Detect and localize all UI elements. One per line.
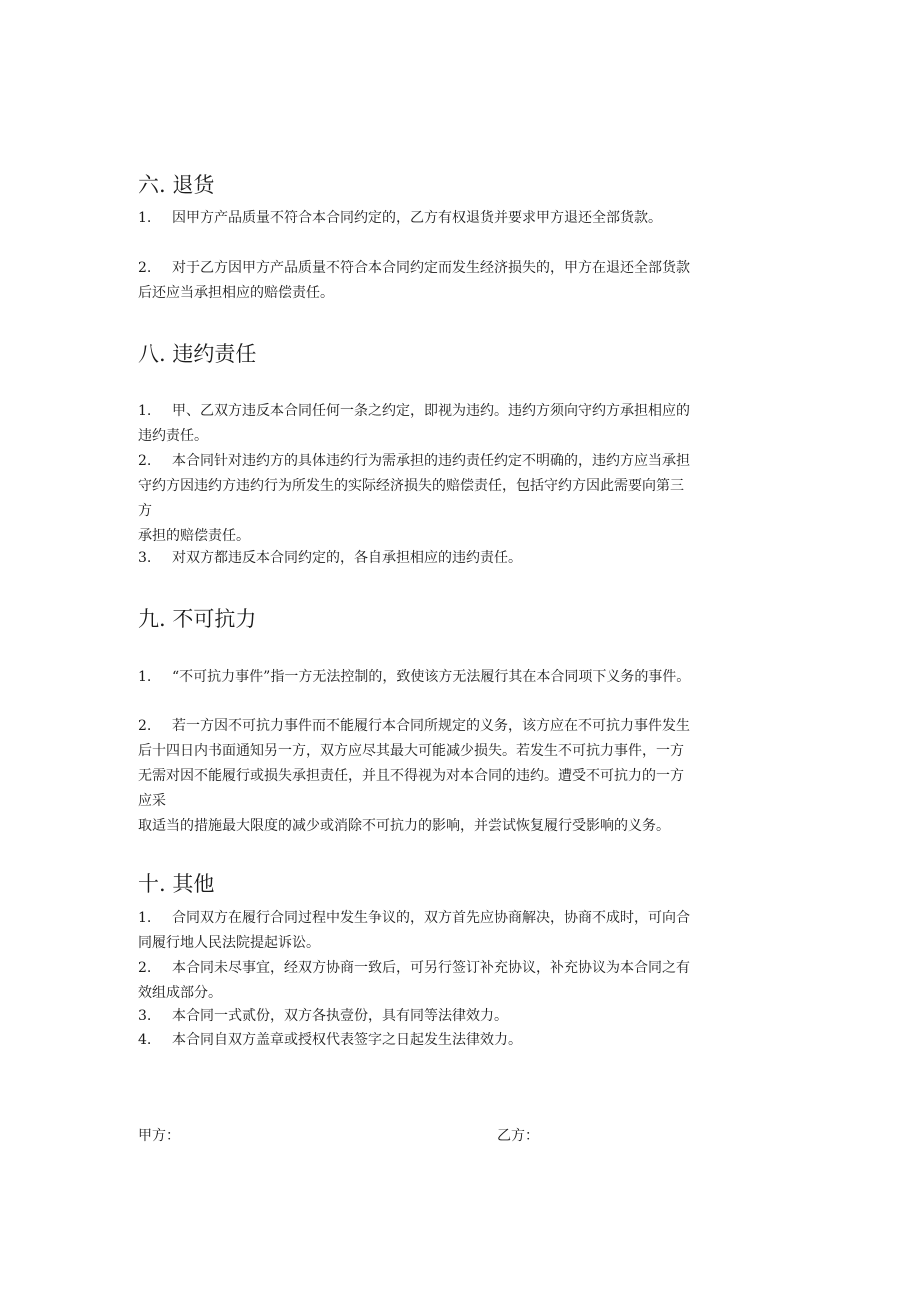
clause-text: “不可抗力事件”指一方无法控制的，致使该方无法履行其在本合同项下义务的事件。 xyxy=(172,669,691,685)
clause-text: 守约方因违约方违约行为所发生的实际经济损失的赔偿责任，包括守约方因此需要向第三 xyxy=(138,478,684,494)
clause-9-2 xyxy=(138,714,788,839)
clause-text: 因甲方产品质量不符合本合同约定的，乙方有权退货并要求甲方退还全部货款。 xyxy=(172,210,662,226)
clause-text: 本合同一式贰份，双方各执壹份，具有同等法律效力。 xyxy=(172,1008,508,1024)
party-a-signature-label: 甲方： xyxy=(138,1128,180,1144)
clause-text: 承担的赔偿责任。 xyxy=(138,528,250,544)
clause-text: 若一方因不可抗力事件而不能履行本合同所规定的义务，该方应在不可抗力事件发生 xyxy=(172,718,690,734)
clause-9-1 xyxy=(138,665,788,690)
section-heading-returns: 六. 退货 xyxy=(138,173,215,197)
clause-text: 本合同未尽事宜，经双方协商一致后，可另行签订补充协议，补充协议为本合同之有 xyxy=(172,960,690,976)
clause-number: 1. xyxy=(138,403,152,419)
section-heading-other: 十. 其他 xyxy=(138,872,215,896)
clause-text: 对双方都违反本合同约定的，各自承担相应的违约责任。 xyxy=(172,550,522,566)
party-b-signature-label: 乙方： xyxy=(497,1128,539,1144)
clause-number: 2. xyxy=(138,960,152,976)
clause-10-3 xyxy=(138,1004,788,1029)
clause-number: 3. xyxy=(138,550,152,566)
clause-text: 无需对因不能履行或损失承担责任，并且不得视为对本合同的违约。遭受不可抗力的一方 xyxy=(138,768,684,784)
section-heading-breach: 八. 违约责任 xyxy=(138,342,257,366)
clause-text: 取适当的措施最大限度的减少或消除不可抗力的影响，并尝试恢复履行受影响的义务。 xyxy=(138,818,670,834)
clause-number: 2. xyxy=(138,260,152,276)
clause-number: 1. xyxy=(138,910,152,926)
clause-text: 合同双方在履行合同过程中发生争议的，双方首先应协商解决，协商不成时，可向合 xyxy=(172,910,690,926)
clause-number: 2. xyxy=(138,718,152,734)
clause-6-1 xyxy=(138,206,788,231)
clause-number: 4. xyxy=(138,1032,152,1048)
clause-8-1 xyxy=(138,399,788,449)
clause-10-2 xyxy=(138,956,788,1006)
clause-text: 方 xyxy=(138,503,152,519)
clause-number: 2. xyxy=(138,453,152,469)
clause-number: 3. xyxy=(138,1008,152,1024)
clause-10-1 xyxy=(138,906,788,956)
clause-text: 本合同自双方盖章或授权代表签字之日起发生法律效力。 xyxy=(172,1032,522,1048)
clause-number: 1. xyxy=(138,669,152,685)
clause-text: 后十四日内书面通知另一方，双方应尽其最大可能减少损失。若发生不可抗力事件，一方 xyxy=(138,743,684,759)
clause-text: 效组成部分。 xyxy=(138,985,222,1001)
clause-8-2 xyxy=(138,449,788,549)
clause-text: 违约责任。 xyxy=(138,428,208,444)
clause-number: 1. xyxy=(138,210,152,226)
clause-text: 后还应当承担相应的赔偿责任。 xyxy=(138,285,334,301)
clause-text: 甲、乙双方违反本合同任何一条之约定，即视为违约。违约方须向守约方承担相应的 xyxy=(172,403,690,419)
clause-text: 本合同针对违约方的具体违约行为需承担的违约责任约定不明确的，违约方应当承担 xyxy=(172,453,690,469)
clause-10-4 xyxy=(138,1028,788,1053)
clause-6-2 xyxy=(138,256,788,306)
section-heading-force-majeure: 九. 不可抗力 xyxy=(138,607,257,631)
clause-text: 同履行地人民法院提起诉讼。 xyxy=(138,935,320,951)
clause-8-3 xyxy=(138,546,788,571)
clause-text: 对于乙方因甲方产品质量不符合本合同约定而发生经济损失的，甲方在退还全部货款 xyxy=(172,260,690,276)
clause-text: 应采 xyxy=(138,793,166,809)
